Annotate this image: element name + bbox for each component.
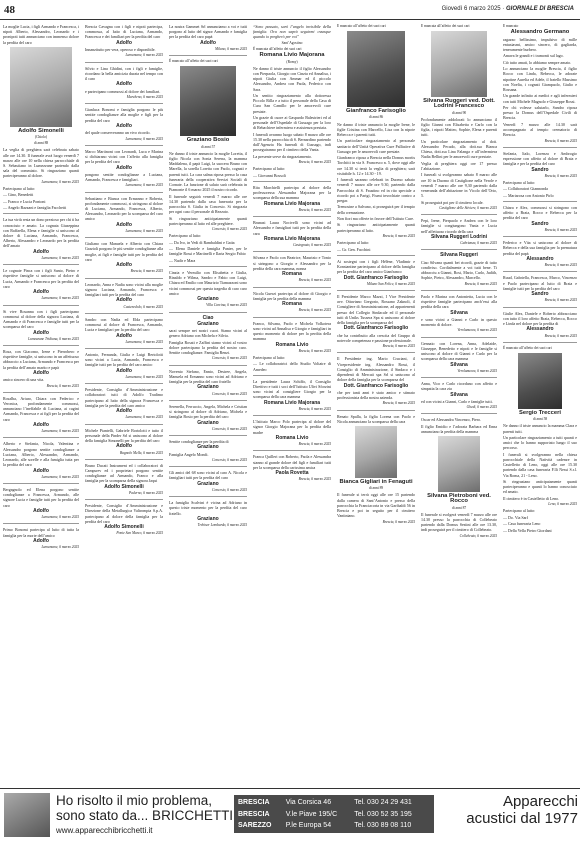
condolence-text: Sentite condoglianze per la perdita di (169, 439, 229, 445)
notice-text: ragazzo bellissimo, impulsivo di mille entusiasmi, amico sincero, di gagliarda, teneramente burbero. (503, 36, 577, 52)
condolence-name: Romana Livio Majorana (263, 235, 321, 242)
notice-text: Lo annunciano la moglie Brescia, il figlio Rocco con Linda, Rebecca, le adorate nipotine Aurelia ed Adele, il fratello Massimo con Noelia, i cognati Giampaolo, Giulio e Rossana. (503, 66, 577, 92)
condolence-text: Le cognate Pinca con i figli Santo, Pietro e rispettive famiglie si uniscono al dolore di Lucia, Armando e Francesca per la perdita del caro (3, 268, 79, 289)
ad-slogan-line: Ho risolto il mio problema, (56, 793, 213, 808)
participants-title: Partecipano al lutto: (337, 240, 370, 246)
ad-tagline-line: acustici dal 1977 (466, 810, 578, 827)
nickname: (Romy) (286, 59, 298, 64)
participant: — Angelo Bazzani e famiglia Facchetti (3, 205, 67, 211)
notice-text: Si proseguirà poi per il cimitero locale. (421, 199, 484, 205)
condolence-name: Adolfo (33, 248, 49, 255)
condolence-name: Romana (282, 301, 302, 308)
condolence-text: Gli amici del 68 sono vicini al caro A. Nicola e famigliari tutti per la perdita del caro (169, 470, 247, 481)
notice-text: Un particolare ringraziamento a tutti quanti e amici che lo hanno supportato lungo il suo percorso. (503, 434, 577, 451)
condolence-name: Dott. Gianfranco Farisoglio (343, 382, 409, 389)
condolence-name: Alessandro (526, 326, 554, 333)
quote-source: Sant’Agostino (281, 40, 303, 45)
advertisement-banner (0, 788, 580, 843)
condolence-date: Castegnato, 6 marzo 2025 (293, 243, 331, 248)
funeral-info: Il funerale seguirà venerdì 7 marzo alle ore 14.30 partendo dalla casa funeraria per la parrocchia S. Giulia in Concesio. Si ringrazia per ogni caso il personale di Rezzato. (169, 193, 247, 215)
notice-date: Collebeato, 6 marzo 2025 (459, 533, 497, 538)
store-phone: Tel. 030 52 35 195 (354, 810, 412, 818)
condolence-date: Brescia, 6 marzo 2025 (298, 407, 331, 411)
funeral-info: I funerali saranno celebrati in Duomo sabato venerdì 7 marzo alle ore 9.30, partendo dalla Parrocchia di S. Faustino ed in rito speciale a ricordo poi a Parigi, Fiumi invochiate contro a pregar. (337, 177, 415, 204)
condolence-name: Adolfo (33, 329, 49, 336)
condolence-date: Lumezzane, 6 marzo 2025 (125, 136, 163, 141)
funeral-info: Il funerale si terrà oggi alle ore 15 partendo dalla camera di Sant’Antonio e presso della parrocchia la Franciacorta in via Garibaldi 56 in Brescia e poi in seguito per il cimitero Vantiniano. (337, 492, 415, 519)
notice-text: Ne danno il triste annuncio la mamma Clara e parenti tutti. (503, 423, 577, 434)
notice-text: Un grazie di cuore ai Gaspardo Balestrieri ed al personale dell’Ospedale di Gussago per la loro di Rebachiere infermiera e assistenza prestata. (253, 115, 331, 131)
condolence-date: Milano San Felice, 6 marzo 2025 (366, 281, 415, 286)
condolence-date: Brescia, 6 marzo 2025 (382, 344, 415, 349)
notice-text: Ciò tutto amati, lo abbiamo sempre amato. (503, 59, 572, 65)
condolence-text: Si vive Rosanna con i figli partecipano commossi al dolore della signora Luciana, di Armando e di Francesca e famiglie tutti per la scomparsa del caro (3, 308, 79, 330)
condolence-text: Franca Quilleri con Roberto, Paola e Alessandra stanno al grande dolore del figli e familiari tutti per la scomparsa della carissima amica (253, 454, 331, 470)
funeral-info: La veglia di preghiera sarà celebrata sabato alle ore 14.30. Il funerale avrà luogo venerdì 7 marzo alle ore 10 nella chiesa parrocchiale di S. Sebastiano in Lumezzane partendo dalla sala del commiato. Si ringraziano quanti parteciperanno al dolore. (3, 147, 79, 179)
notice-text: Un sentito ringraziamento alla dottoressa Piccolo Rilla e a tutto il personale della Casa di Cura San Camillo per le amorevoli cure prestate. (253, 93, 331, 114)
condolence-text: che per tanti anni è stato amico e stimato professionista della nostra azienda. (337, 389, 415, 400)
condolence-text: Rosa, con Giacomo, Irene e Pierrobero e rispettive famiglie, si uniscono in un affettuoso abbraccio a Luciana, Armando e Francesca per la perdita dell’amato marito e papà (3, 349, 79, 370)
condolence-date: Brescia, 6 marzo 2025 (46, 383, 79, 388)
condolence-date: Brescia, 6 marzo 2025 (544, 263, 577, 268)
deceased-name: Romana Livio Majorana (259, 52, 325, 59)
condolence-text: Ruud, Gabriella, Francesca, Marco, Vincenzo e Paolo partecipano al lutto di Braia e famiglie tutti per la perdita del caro (503, 275, 577, 291)
condolence-date: Concesio, 6 marzo 2025 (212, 426, 247, 431)
condolence-name: Adolfo (116, 221, 132, 228)
ad-slogan-line: sono stato da... BRICCHETTI (56, 808, 234, 823)
condolence-date: Lumezzane, 6 marzo 2025 (125, 339, 163, 344)
condolence-name: Romana Livio Majorana (263, 399, 321, 406)
funeral-info: I funerali si svolgeranno sabato 8 marzo alle ore 10 in Duomo di Castiglione nella Verole e venerdì 7 marzo alle ore 9,30 partendo dalla veneranda dell’abitazione in Vicolo dell’Orto, 5. (421, 172, 497, 199)
condolence-name: Adolfo (33, 422, 49, 429)
condolence-name: Silvana Ruggeri Lodrini (430, 234, 488, 240)
condolence-name: Adolfo (200, 39, 216, 46)
condolence-text: Brescia Cavagna con i figli e nipoti partecipa, commossa, al lutto di Luciana, Armando, Francesca e dei familiari per la perdita del caro (85, 24, 163, 40)
condolence-text: Il Presidente Marco Mazzi, I Vice Presidente avv. Ottaviano Gregorio, Rossano Zaknoli, il Consigliere di Amministrazione, ad appartenenti presso del Collegio Sindacale ed il personale tutti di Uniks Tussera Spa si uniscono al dolore della famiglia per la scomparsa del (337, 293, 415, 325)
column-3 (169, 24, 247, 784)
notice-text: Si ringraziano anticipatamente quanti parteciperanno e quanti lo hanno conosciuto ed amato. (503, 478, 577, 495)
notice-text: Per chi volesse salutarlo, Sandro riposa presso la Domus dell’Ospedale Civili di Brescia. (503, 104, 577, 121)
participant: — Casa funeraria Leno (503, 521, 541, 527)
notice-text: La presente serve da ringraziamento. (253, 153, 312, 159)
condolence-name: Graziano (197, 384, 219, 391)
condolence-name: Adolfo (116, 408, 132, 415)
condolence-date: Brescia, 6 marzo 2025 (298, 442, 331, 447)
notice-date: Leno, 6 marzo 2025 (548, 502, 577, 507)
condolence-date: Trebisor Lombardo, 6 marzo 2025 (197, 523, 247, 528)
condolence-date: Lumezzane, 6 marzo 2025 (125, 228, 163, 233)
condolence-name: Dott. Gianfranco Farisoglio (343, 274, 409, 281)
condolence-date: Brescia, 6 marzo 2025 (464, 281, 497, 286)
condolence-name: Graziano (197, 296, 219, 303)
page-header (0, 0, 580, 20)
participant: — Do. Via Sarf (503, 514, 529, 520)
condolence-name: Silvana (450, 361, 468, 368)
participants-title: Partecipano al lutto: (503, 179, 536, 185)
condolence-name: Graziano (197, 480, 219, 487)
notice-intro: È mancato all’affetto dei suoi cari (169, 59, 218, 64)
age: di anni 57 (200, 144, 216, 149)
notice-date: Castiglione delle Stiviere, 6 marzo 2025 (439, 206, 497, 210)
participants-title: Partecipano al lutto: (169, 233, 202, 239)
ad-store-list (234, 795, 434, 833)
deceased-name: Graziano Bosio (186, 137, 230, 144)
notice-text: Gianfranco riposa a Brescia nella Domus mortis Torchitti in via S. Francesco n. 5, dove oggi alle ore 14.30 si terrà la veglia di preghiera; sarà visitabile h. 12 e 14.30 - 19. (337, 155, 415, 176)
condolence-name: Adolfo (33, 370, 49, 377)
notice-text: Ne danno il triste annuncio il figlio Alessandro con Pierpaola, Giorgio con Cinzia ed Annalisa, i nipoti Giulia con Ammar ed il piccolo Alessandro, Andrea con Paola, Federico con Sara. (253, 65, 331, 92)
store-city: BRESCIA (238, 810, 270, 818)
column-7 (503, 24, 577, 784)
condolence-text: Ai sostegni con i figli Hélène, Vladimir e Konstantine partecipano al dolore della famiglia per la perdita del caro amico Gianfranco (337, 258, 415, 275)
participants-title: Partecipano al lutto: (503, 508, 536, 514)
ad-slogan (56, 793, 233, 823)
notice-text: Ne danno il triste annuncio la moglie Irene, le figlie Cristina con Marcello, Lisa con la nipote Rebecca e i parenti tutti. (337, 121, 415, 138)
age: di anni 90 (451, 110, 467, 115)
deceased-photo (431, 31, 487, 97)
notice-date: Concesio, 6 marzo 2025 (212, 227, 247, 232)
notice-text: Un grande infinito ai medici e agli infermieri con tutti Michele Magnolo e Giuseppe Rossi. (503, 93, 577, 104)
store-address: Via Corsica 46 (285, 799, 332, 806)
condolence-name: Sandro (531, 291, 549, 298)
deceased-photo (10, 47, 72, 127)
condolence-text: Marco Martinoni con Leonardi, Luca e Marina si dichiarano vicini con l’affetto alla famiglia per la perdita del caro (85, 148, 163, 165)
notice-text: Un particolare ringraziamento al dott. Alessandro Pecado, alla dott.ssa Bianca Chiesa, dott.ssa Lina Falanga e all’infermiera Nadia Bellini per le amorevoli cure prestate. (421, 138, 497, 160)
condolence-date: Ghedi, 6 marzo 2025 (466, 405, 497, 410)
condolence-text: Brunasi Laura Nocivelli sono vicini ad Alessandro e famigliari tutti per la perdita della cara (253, 220, 331, 236)
ad-store-row (238, 797, 430, 809)
deceased-name: Silvana Ruggeri ved. Dott. Lodrini Francesco (423, 98, 495, 110)
participant: — Mariarosa con Antonio Pirlo (503, 192, 554, 198)
funeral-info: I funerali si svolgeranno nella chiesa parrocchiale della Natività cadenze in Castelletto di Leno, oggi alle ore 15.30 partendo dalla casa funeraria F.lli Nessi S.r.l. Via Roma, 21 - Leno. (503, 451, 577, 478)
condolence-text: Franco, Silvana, Paolo e Michela Volkotera sono vicini ad Annalisa e Giorgio e famigliari in questo momento di dolore per la perdita della mamma (253, 320, 331, 342)
condolence-name: Adolfo (33, 289, 49, 296)
condolence-date: Brescia, 6 marzo 2025 (130, 269, 163, 274)
funeral-info: I funerali avranno luogo sabato 8 marzo alle ore 15.30 nella parrocchia di S. Bernardino partendo dall’Agenzia Ha funerali di Gussago, indi proseguiranno per il cimitero della Vanta. (253, 131, 331, 153)
participant: — Franco e Lucia Pontoni (3, 198, 46, 204)
condolence-date: Lumezzane, 6 marzo 2025 (125, 415, 163, 420)
condolence-text: L’Istituto Marco Polo partecipa al dolore del signor Giorgio Majorana per la perdita della madre (253, 419, 331, 435)
condolence-date: Verolanuova, 6 marzo 2025 (457, 368, 497, 373)
nickname: (Chiolo) (34, 135, 48, 140)
condolence-date: Paderno, 6 marzo 2025 (129, 491, 163, 496)
age: di anni 88 (33, 141, 49, 146)
condolence-text: Leonardo, Anna e Nadia sono vicini alla moglie signora Luciana, Armando, Francesca e famigliari tutti per la perdita del caro (85, 281, 163, 297)
notice-date: Lumezzane, 6 marzo 2025 (41, 179, 79, 184)
condolence-name: Adolfo (116, 164, 132, 171)
condolence-text: che ha contribuito alla crescita del Gruppo di notevole competenza e passione professionale. (337, 332, 415, 343)
condolence-name: Adolfo (116, 332, 132, 339)
participant: — Elena Daniele e famiglia Panier, per le famiglie Rossi e Martinelli e Ilaria Sergio Fabio (169, 246, 247, 257)
participant: — Giovanni Bossoli (253, 172, 286, 178)
condolence-text: La famiglia Scalvini è vicina ad Adriano in questo triste momento per la perdita del caro fratello. (169, 500, 247, 516)
condolence-name: Adolfo (33, 538, 49, 545)
condolence-date: Lumezzane, 6 marzo 2025 (125, 53, 163, 58)
condolence-date: Ponte San Marco, 6 marzo 2025 (116, 531, 163, 536)
condolence-name: Sandro (531, 220, 549, 227)
condolence-text: sarai sempre nei nostri cuori. Siamo vicini al genero Adriano con Michela e Silvia. (169, 328, 247, 339)
condolence-text: Giulie Alex, Daniele e Roberto abbracciano con tutto il loro affetto Braia, Rebecca, Rocco e Linda nel dolore per la perdita di (503, 310, 577, 326)
condolence-date: Concesio, 6 marzo 2025 (212, 391, 247, 396)
deceased-photo (355, 426, 397, 478)
column-4 (253, 24, 331, 784)
condolence-text: Primo Bonomi partecipa al lutto di tutta la famiglia per la morte dell’amico (3, 527, 79, 538)
condolence-text: Cinzia e Vermilio con Elisabetta e Giulia, Rinaldo e Wilma, Sandro e Fabio con Luigi, Chiara ed Emilio con Maurizio Tiamazzoni sono vicini commossi per questa tragedia di caro caro amico (169, 270, 247, 296)
participant: — Gr. Gen. Facchini (337, 246, 371, 252)
notice-text: Ne danno il triste annuncio la moglie Loretta, il figlio Nicola con Sonia Serena, la mamma Maddalena, il papà Luigi, la suocera Bruno con Marella, la sorella Loretta con Paolo, cognati e parenti tutti. La cara salma riposa presso la casa funeraria della cooperativa Servizi Sociali di Cornate. La funzione di saluto sarà celebrata in Piamonte il 6 marzo 2025 il nostro ricordo. (169, 150, 247, 193)
deceased-name: Alessandro Germano (510, 29, 570, 36)
participants-title: Partecipano al lutto: (3, 186, 36, 192)
condolence-text: Presidente, Consiglio d’Amministrazione e collaboratori tutti di Adolfo Tradimo partecipano al lutto della signora Francesca e famiglia per la perdita del caro amico (85, 387, 163, 408)
condolence-date: Milano, 6 marzo 2025 (215, 47, 247, 51)
condolence-name: Adolfo (116, 367, 132, 374)
notice-intro: È mancato all’affetto dei suoi cari (337, 24, 386, 28)
condolence-text: Rosalba, Arturo, Chiara con Federico e Veronica, profondamente commossi, annunciano l’ineffabile di Luciana, ai cugini Armando, Francesca e ai figli per la perdita del caro (3, 395, 79, 422)
quote-text: “Sono passato, sarò l’angelo invisibile della famiglia. Ora non saprà seguirmi ovunque quando io pregherò per voi” (253, 24, 331, 40)
condolence-date: Brescia, 6 marzo 2025 (544, 298, 577, 303)
condolence-name: Adolfo (116, 81, 132, 88)
condolence-text: Ciao Silvana quanti bei ricordi, grazie di tutto condiviso. Cordialmente a voi tutti bene. Ti abbracciu a Gianni, Rosi, Mario, Carlo, Judith, Sophie, Pietro, Alessandro, Marcello. (421, 259, 497, 281)
notice-intro: Renato Spalla, la figlia Lorena con Paolo e Nicola annunciano la scomparsa della cara (337, 413, 415, 424)
participant: — Nadir e Mara (169, 257, 196, 263)
condolence-date: Concesio, 6 marzo 2025 (212, 356, 247, 361)
participant: — Da Ivo, in Vedi di Rambaldini e Gatta (169, 239, 235, 245)
notice-text: Amava le grandi e i tramonti sul lago. (503, 53, 564, 59)
condolence-text: amico sincero di una vita. (3, 377, 45, 383)
ad-tagline-line: Apparecchi (502, 793, 578, 810)
condolence-name: Romana Livio (275, 435, 309, 441)
condolence-text: e partecipano commossi al dolore dei familiari. (85, 88, 161, 94)
condolence-text: Famiglia Angelo Mondi. (169, 451, 209, 457)
participant: — Le collaboratrici dello Studio Voltaire di Amedeo (253, 361, 331, 372)
condolence-text: Federico e Vita si uniscono al dolore di Rebecca e della sua famiglia per la prematura perdita del papà (503, 240, 577, 256)
condolence-date: Lumezzane, 6 marzo 2025 (41, 256, 79, 261)
store-address: V.le Piave 195/C (285, 810, 338, 818)
column-6 (421, 24, 497, 784)
column-1 (3, 24, 79, 784)
notice-intro: Il figlio Emidio e l’adorata Barbara ed Enna annunciano la perdita della mamma (421, 423, 497, 434)
deceased-name: Sergio Trecceri (519, 409, 561, 416)
condolence-date: Brescia, 6 marzo 2025 (382, 401, 415, 406)
age: di anni 86 (368, 115, 384, 120)
age: di anni 58 (532, 417, 548, 422)
notice-date: Brescia, 6 marzo 2025 (298, 160, 331, 165)
condolence-name: Dott. Gianfranco Farisoglio (343, 325, 409, 332)
condolence-text: Giuliano con Manuela e Alberto con Chiara Grazioli porgono le più sentite condoglianze alla moglie, ai figli e famiglie tutti per la perdita del caro (85, 241, 163, 262)
condolence-name: Graziano (197, 516, 219, 522)
condolence-text: Pepi, Irene, Pierpaolo e Andrea con le loro famiglie si congiungono Vania e Lucia nell’affettuoso ricordo della cara (421, 218, 497, 234)
condolence-date: Brescia, 6 marzo 2025 (298, 207, 331, 212)
condolence-text: Famiglia Rosati e Zaffini siamo vicini al vostro dolore partecipano la perdita del nostro caro. Sentite condoglianze. Famiglia Renzi. (169, 339, 247, 356)
deceased-name: Adolfo Simonelli (18, 127, 64, 134)
condolence-name: Silvana (450, 309, 468, 316)
condolence-name: Graziano (197, 320, 219, 327)
store-city: SAREZZO (238, 822, 272, 829)
condolence-text: Serenella, Ferruccio, Angela, Michela e Cristian si stringono al dolore di Adriano, Michela e famiglia Bosio per la perdita del caro (169, 403, 247, 420)
condolence-text: Gennaio con Lorena, Anna, Adelaide, Giuseppe, Benedetto e nipoti e le famiglie si uniscono al dolore di Gianni e Carlo per la scomparsa della cara mamma (421, 340, 497, 362)
notice-text: Profondamente addolorati lo annunciano il figlio Gianni con Elisabetta e Carlo con la figlia, i nipoti Matteo, Sophie, Elena e parenti tutti. (421, 116, 497, 138)
age: di anni 89 (368, 486, 384, 491)
condolence-text: La nostra Gammet Srl annunciamo a voi e tutti porgono al lutto del signor Armando e famiglia per la perdita del caro papà (169, 24, 247, 40)
condolence-name: Silvana (450, 391, 468, 398)
condolence-name: Adolfo Simonelli (104, 483, 144, 490)
condolence-name: Silvana Ruggeri (440, 252, 478, 259)
condolence-date: Lumezzane, 6 marzo 2025 (125, 183, 163, 188)
deceased-photo (438, 436, 480, 492)
deceased-photo (518, 353, 562, 409)
condolence-text: Innanzitutto per vera, operoso e disponibile. (85, 47, 156, 52)
condolence-text: Silvio e Lina Ghidini, con i figli e famiglie, ricordano la bella amicizia durata nel tempo con il caro (85, 65, 163, 81)
ad-photo (4, 793, 50, 837)
column-2 (85, 24, 163, 784)
condolence-text: Gianluca Bonomi e famiglia porgono le più sentite condoglianze alla moglie e figli per la perdita del caro (85, 107, 163, 123)
condolence-date: Castenedolo, 6 marzo 2025 (123, 304, 163, 309)
condolence-date: Brescia, 6 marzo 2025 (298, 308, 331, 313)
notice-intro: È mancato all’affetto dei suoi cari (503, 345, 552, 350)
condolence-text: Nicola Guerzi partecipa al dolore di Giorgio e famiglia per la perdita della mamma (253, 290, 331, 301)
condolence-text: Sandro con Nadia ed Elda partecipano commossi al dolore di Francesca, Armando, Lucia e famigliari per la perdita del caro (85, 316, 163, 333)
condolence-text: Bruno Ducati Instrument ed i collaboratori di Campsrev ed i proprietari porgono sentite condoglianze ad Armando, Franco e alla famiglia per la scomparsa della signora Jaqui (85, 462, 163, 484)
condolence-name: Paola Rovetta (275, 470, 309, 477)
deceased-photo (347, 31, 405, 107)
condolence-date: Lumezzane Tridiana, 6 marzo 2025 (28, 336, 79, 341)
funeral-info: Venerdì 7 marzo alle 14.30 sarà accompagnato al tempio crematorio di Brescia. (503, 121, 577, 138)
store-address: P.le Europa 54 (285, 822, 332, 829)
condolence-date: Concesio, 6 marzo 2025 (212, 458, 247, 462)
condolence-text: Alberto e Stefania, Nicola, Valentina e Alessandro porgono sentite condoglianze a Luciana, Alberto, Alessandro, Armando, Leonardo, alle sorelle e alla famiglia tutta per la perdita del caro (3, 441, 79, 468)
condolence-text: Novenio Stefano, Ennio, Desiree, Angela, Manuela ed Ermanno sono vicini ad Adriano e famiglia per la perdita del caro fratello (169, 368, 247, 385)
newspaper-name: GIORNALE DI BRESCIA (505, 6, 574, 12)
condolence-text: La presidente Laura Schiffo, il Consiglio Direttivo e tutti i soci dell’Istituto Ulivi Sforzini sono vicini al consigliere Giorgio per la scomparsa della cara mamma (253, 378, 331, 400)
deceased-name: Gianfranco Farisoglio (346, 108, 406, 115)
condolence-text: Anna, Vico e Carlo ricordano con affetto e simpatia la cara zia (421, 381, 497, 392)
notice-date: Brescia, 6 marzo 2025 (544, 138, 577, 143)
condolence-name: Adolfo (116, 122, 132, 129)
participant: — Collaboratori Giannonda (503, 186, 548, 192)
condolence-date: Concesio, 6 marzo 2025 (212, 488, 247, 492)
condolence-date: Verolanuova, 6 marzo 2025 (457, 328, 497, 333)
condolence-text: Silvana e Paolo con Beatrice, Maurizio e Tonio si stringono a Giorgio e Alessandro per la perdita della cara mamma, nonna (253, 255, 331, 271)
notice-text: Tremosine a Salvano, si proseguirà per il tempio della cremazione. (337, 204, 415, 215)
condolence-date: Brescia, 6 marzo 2025 (544, 333, 577, 338)
condolence-text: Oscar ed Alessandra Vincenzo, Piero. (421, 417, 482, 423)
ad-store-row (238, 820, 430, 832)
store-phone: Tel. 030 24 29 431 (354, 799, 412, 806)
notice-text: Un particolare ringraziamento al personale sanitario dell’Unità Operativa Cure Palliative di Gussago per le amorevoli cure prestate. (337, 138, 415, 154)
condolence-text: Presidente, Consiglio d’Amministrazione e Direzione della Metallurgica Valtrompia S.p.A. partecipano al dolore della famiglia per la perdita del caro (85, 503, 163, 524)
deceased-photo (180, 66, 236, 136)
notice-intro: È mancata all’affetto dei suoi cari (421, 24, 470, 28)
condolence-text: pongono sentite condoglianze a Luciana, Armando, Francesca e famigliari. (85, 171, 163, 182)
notice-text: Veglia di preghiera oggi ore 17 presso l’abitazione. (421, 160, 497, 172)
condolence-date: Lumezzane, 6 marzo 2025 (125, 375, 163, 379)
condolence-date: Brescia, 6 marzo 2025 (544, 227, 577, 232)
condolence-name: Adolfo (33, 508, 49, 515)
notice-text: Non fiori ma offerte in favore dell’Istituto Cure. (337, 216, 415, 221)
notice-intro: È mancato (503, 24, 519, 28)
condolence-date: Lumezzane, 6 marzo 2025 (41, 545, 79, 550)
page-number: 48 (4, 4, 15, 16)
notice-text: Si ringraziano anticipatamente quanti parteciperanno al lutto ed alle preghiere. (169, 215, 247, 226)
notice-date: Brescia, 6 marzo 2025 (382, 233, 415, 238)
condolence-date: Brescia, 6 marzo 2025 (544, 173, 577, 178)
notice-intro: La moglie Lucia, i figli Armando e Francesca, i nipoti Alberto, Alessandro, Leonardo e i pronipoti tutti annunciano con immenso dolore la perdita del caro (3, 24, 79, 45)
age: di anni 87 (451, 505, 467, 510)
condolence-text: del quale conserveranno un vivo ricordo. (85, 130, 151, 136)
funeral-info: Il funerale si svolgerà venerdì 7 marzo alle ore 14.30 presso la parrocchia di Collebeato partendo dalla Domus Sestini alle ore 13.30, indi proseguirà per il cimitero di Collebeato. (421, 511, 497, 533)
participant: — Gino, Benedetti (3, 192, 34, 198)
condolence-date: Lumezzane, 6 marzo 2025 (41, 474, 79, 479)
condolence-name: Adolfo (116, 39, 132, 46)
condolence-date: Lumezzane, 6 marzo 2025 (41, 296, 79, 301)
store-phone: Tel. 030 89 08 110 (354, 822, 412, 829)
condolence-text: Bergagnolo ed Elena porgono sentite condoglianze a Francesca, Armando, alle signore Lucia e famiglie tutti per la perdita del caro (3, 487, 79, 508)
condolence-name: Adolfo (33, 467, 49, 474)
header-info: Giovedì 6 marzo 2025 · GIORNALE DI BRESCIA (441, 6, 574, 12)
condolence-name: Adolfo (116, 262, 132, 269)
participant: — Della Vella Pietro Giordani (503, 527, 552, 533)
participants-title: Partecipano al lutto: (253, 355, 286, 360)
condolence-text: Il Presidente ing. Mario Cruciani, il Vicepresidente ing. Alessandro Rossi, il Consiglio di Amministrazione, il Sindaco e i dipendenti di Mercati spa Srl si uniscono al dolore della famiglia per la scomparsa del (337, 356, 415, 383)
column-5 (337, 24, 415, 784)
store-city: BRESCIA (238, 799, 270, 806)
participants-title: Partecipano al lutto: (253, 166, 286, 172)
notice-date: Brescia, 6 marzo 2025 (382, 519, 415, 524)
ad-website-link[interactable]: www.apparecchibricchetti.it (56, 826, 153, 835)
condolence-text: ed con vicini a Gianni, Carlo e famiglie tutti. (421, 398, 493, 404)
condolence-text: La tua virtù resta un dono prezioso per chi ti ha conosciuto e amato. La cognata Giuseppina con Raffaella, Elena e famiglie si uniscono al dolore di Luciana, Armando, Francesca, Alberto, Alessandro e Leonardo per la perdita dell’amato (3, 217, 79, 249)
condolence-name: Graziano (197, 419, 219, 426)
condolence-text: Chiara e Alex, commossi si stringono con affetto a Braia, Rocco e Rebecca per la perdita del caro (503, 204, 577, 221)
condolence-text: Paolo e Marina con Antonietta, Lucia con le rispettive famiglie partecipano anch’essi alla perdita della cara (421, 293, 497, 310)
notice-text: Il cimitero è in Castelletto di Leno. (503, 495, 560, 501)
condolence-text: e sono vicini a Gianni e Carlo in questo momento di dolore. (421, 316, 497, 328)
condolence-date: Lumezzane, 6 marzo 2025 (41, 429, 79, 434)
notice-text: Si ringraziano anticipatamente quanti parteciperanno al lutto. (337, 222, 415, 233)
condolence-name: Sandro (531, 166, 549, 173)
condolence-date: Brescia, 6 marzo 2025 (298, 278, 331, 283)
condolence-date: Marcheno, 6 marzo 2025 (126, 94, 163, 99)
condolence-text: Antonio, Fernanda, Giulia e Luigi Bertolotti sono vicini a Lucia, Armando, Francesca e famiglie tutti per la perdita del caro amico (85, 352, 163, 368)
header-date: Giovedì 6 marzo 2025 (441, 6, 501, 12)
condolence-name: Adolfo (116, 443, 132, 450)
deceased-name: Bianca Gigliari in Fenaguti (339, 479, 413, 485)
condolence-name: Ciao (202, 314, 214, 321)
condolence-date: Bagnolo Mella, 6 marzo 2025 (119, 450, 163, 455)
condolence-name: Romana (282, 271, 302, 278)
ad-tagline (440, 793, 578, 827)
condolence-name: Adolfo Simonelli (104, 524, 144, 531)
condolence-text: Stefania, Italo, Lorenza e Ambrogio espressione con affetto al dolore di Braia e famiglia e per la perdita del caro (503, 150, 577, 167)
condolence-name: Romana Livio Majorana (263, 200, 321, 207)
condolence-date: Cabrianza, 6 marzo 2025 (460, 241, 497, 246)
condolence-date: Brescia, 6 marzo 2025 (298, 477, 331, 482)
condolence-name: Romana Livio (275, 341, 309, 348)
condolence-date: Lumezzane, 6 marzo 2025 (41, 515, 79, 520)
condolence-date: Villa Carcina, 6 marzo 2025 (206, 303, 247, 308)
notice-intro: È mancata all’affetto dei suoi cari (253, 47, 302, 51)
condolence-date: Brescia, 6 marzo 2025 (298, 348, 331, 353)
condolence-name: Alessandro (526, 255, 554, 262)
condolence-name: Graziano (197, 444, 219, 451)
condolence-text: Rita Marchielli partecipa al dolore della professoressa Alessandra Majorana per la scomparsa della sua mamma (253, 184, 331, 201)
condolence-text: Sebastiano e Bianca con Ermanno e Roberta, profondamente commossi, si stringono al dolore di Luciana, Armando, Francesca, Alberto, Alessandro, Leonardo per la scomparsa del caro amico (85, 195, 163, 222)
deceased-name: Silvana Pietroboni ved. Rocco (427, 493, 491, 505)
condolence-text: Michele Piantelli, Gabriele Bortolotti e tutto il personale della Pinder Srl si uniscono al dolore della famiglia Simonelli per la perdita del caro (85, 427, 163, 444)
condolence-name: Adolfo (116, 297, 132, 304)
ad-store-row (238, 809, 430, 821)
